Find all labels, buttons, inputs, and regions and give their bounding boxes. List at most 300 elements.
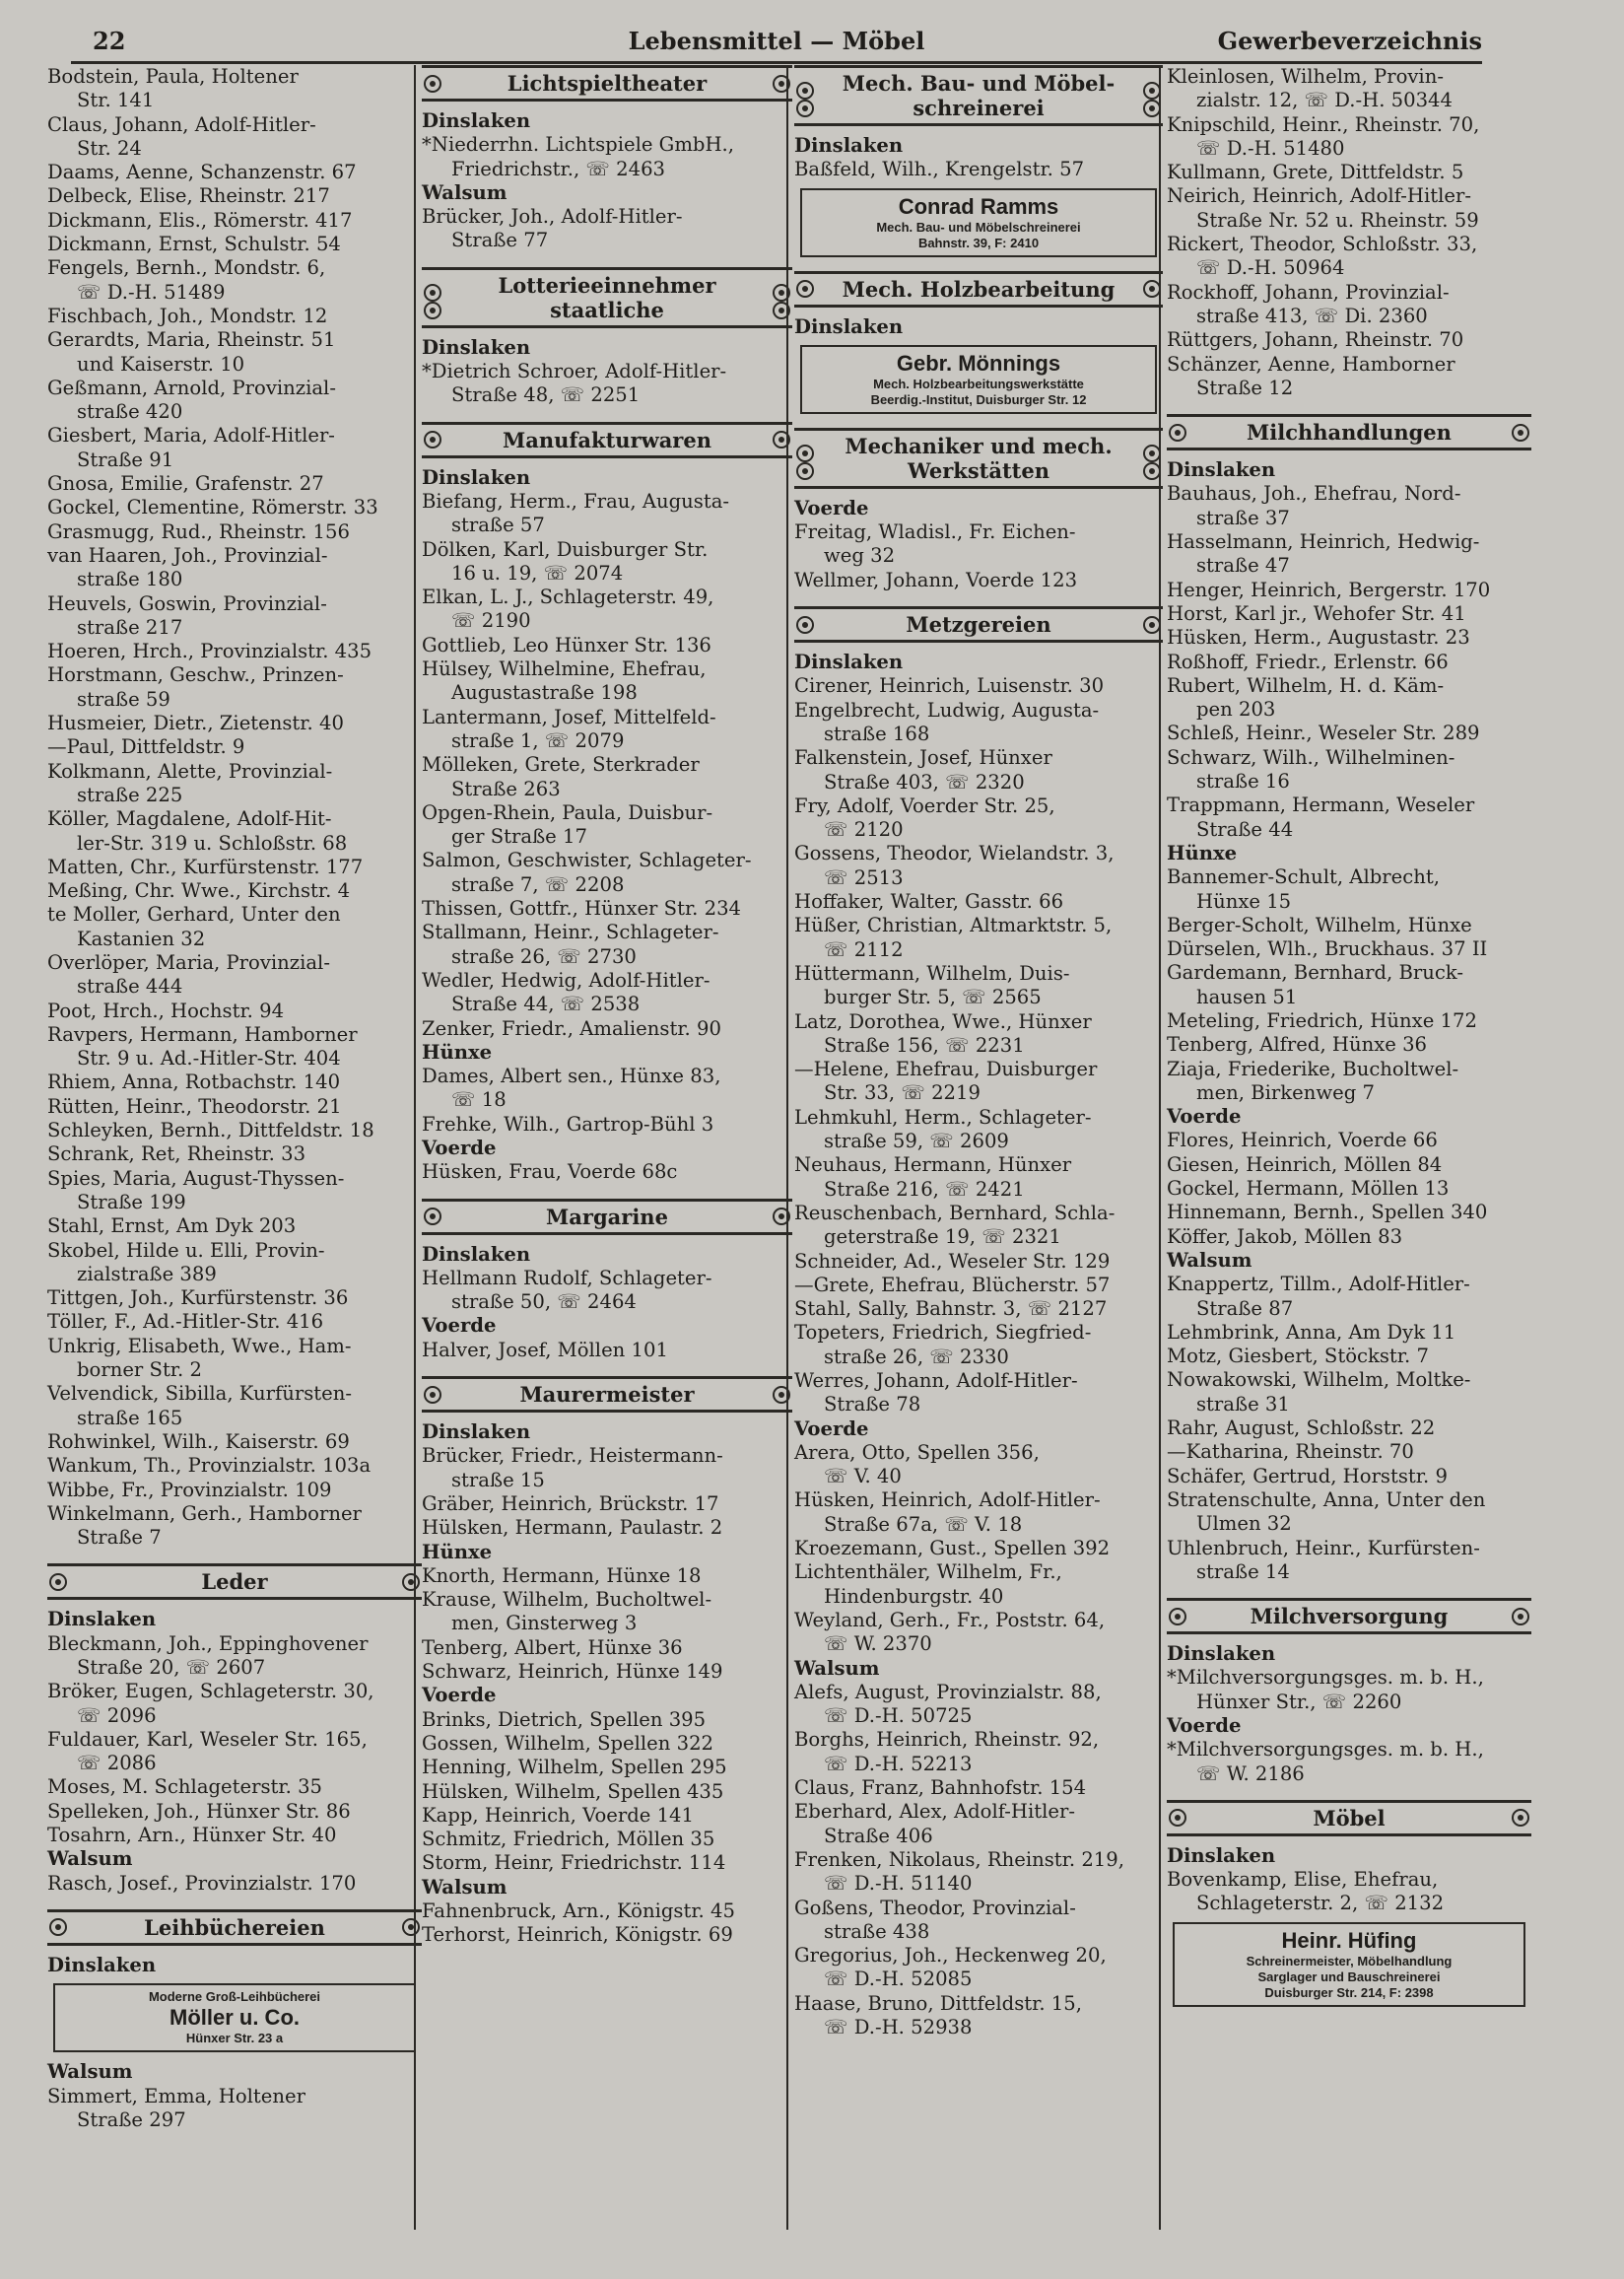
category-title: Lichtspieltheater — [507, 71, 708, 96]
entry-line: Gerardts, Maria, Rheinstr. 51 — [47, 328, 336, 352]
entry-line: —Katharina, Rheinstr. 70 — [1167, 1440, 1414, 1464]
entry-line: Tenberg, Albert, Hünxe 36 — [422, 1635, 683, 1659]
location-heading: Dinslaken — [422, 335, 531, 359]
entry-line: Haase, Bruno, Dittfeldstr. 15, — [794, 1991, 1082, 2015]
category-heading — [47, 1563, 422, 1600]
entry-line: straße 50, ☏ 2464 — [451, 1290, 637, 1314]
entry-line: Goßens, Theodor, Provinzial- — [794, 1896, 1076, 1919]
ornament-icon — [49, 1918, 67, 1936]
entry-line: Hasselmann, Heinrich, Hedwig- — [1167, 530, 1480, 554]
ornament-icon — [796, 462, 814, 480]
entry-line: Latz, Dorothea, Wwe., Hünxer — [794, 1009, 1092, 1033]
advertiser-name: Heinr. Hüfing — [1281, 1927, 1417, 1953]
entry-line: Gardemann, Bernhard, Bruck- — [1167, 961, 1463, 985]
entry-line: Ulmen 32 — [1196, 1512, 1292, 1536]
entry-line: Horstmann, Geschw., Prinzen- — [47, 663, 344, 687]
entry-line: straße 1, ☏ 2079 — [451, 728, 625, 752]
entry-line: straße 168 — [824, 722, 930, 745]
entry-line: Dürselen, Wlh., Bruckhaus. 37 II — [1167, 937, 1488, 961]
entry-line: Straße Nr. 52 u. Rheinstr. 59 — [1196, 208, 1479, 232]
entry-line: Kullmann, Grete, Dittfeldstr. 5 — [1167, 161, 1464, 184]
entry-line: Bröker, Eugen, Schlageterstr. 30, — [47, 1680, 374, 1703]
advertiser-name: Möller u. Co. — [169, 2005, 300, 2031]
entry-line: Alefs, August, Provinzialstr. 88, — [794, 1680, 1102, 1703]
entry-line: Hüßer, Christian, Altmarktstr. 5, — [794, 914, 1113, 937]
advertisement-line: Sarglager und Bauschreinerei — [1257, 1968, 1441, 1984]
entry-line: men, Ginsterweg 3 — [451, 1612, 638, 1635]
entry-line: Salmon, Geschwister, Schlageter- — [422, 849, 752, 872]
entry-line: Tosahrn, Arn., Hünxer Str. 40 — [47, 1824, 337, 1847]
entry-line: *Milchversorgungsges. m. b. H., — [1167, 1738, 1484, 1761]
entry-line: *Dietrich Schroer, Adolf-Hitler- — [422, 360, 727, 383]
advertisement-line: Mech. Bau- und Möbelschreinerei — [876, 219, 1081, 235]
entry-line: Hülsken, Wilhelm, Spellen 435 — [422, 1779, 724, 1803]
entry-line: ☏ V. 40 — [824, 1465, 902, 1488]
entry-line: Straße 156, ☏ 2231 — [824, 1033, 1025, 1057]
category-title: Lotterieeinnehmer staatliche — [498, 272, 716, 322]
entry-line: Hülsken, Hermann, Paulastr. 2 — [422, 1516, 723, 1540]
location-heading: Walsum — [422, 180, 508, 204]
location-heading: Hünxe — [422, 1040, 493, 1064]
ornament-icon — [424, 284, 441, 302]
entry-line: Augustastraße 198 — [451, 681, 638, 705]
category-title: Mech. Holzbearbeitung — [842, 276, 1116, 302]
category-heading — [794, 65, 1163, 126]
entry-line: straße 59 — [77, 687, 170, 711]
entry-line: Simmert, Emma, Holtener — [47, 2084, 305, 2107]
entry-line: Heuvels, Goswin, Provinzial- — [47, 591, 327, 615]
page-header — [71, 22, 1482, 64]
location-heading: Voerde — [794, 496, 869, 519]
entry-line: Bannemer-Schult, Albrecht, — [1167, 865, 1440, 889]
entry-line: Neirich, Heinrich, Adolf-Hitler- — [1167, 184, 1471, 208]
entry-line: ☏ D.-H. 51489 — [77, 280, 226, 304]
ornament-icon — [1512, 424, 1529, 442]
category-title: Möbel — [1313, 1805, 1386, 1830]
entry-line: burger Str. 5, ☏ 2565 — [824, 986, 1042, 1009]
entry-line: Freitag, Wladisl., Fr. Eichen- — [794, 520, 1076, 544]
advertisement-line: Hünxer Str. 23 a — [185, 2031, 284, 2046]
entry-line: Straße 12 — [1196, 376, 1294, 399]
entry-line: Hüsken, Herm., Augustastr. 23 — [1167, 626, 1470, 650]
entry-line: te Moller, Gerhard, Unter den — [47, 903, 341, 927]
entry-line: Stahl, Sally, Bahnstr. 3, ☏ 2127 — [794, 1297, 1108, 1321]
entry-line: Gregorius, Joh., Heckenweg 20, — [794, 1944, 1107, 1968]
entry-line: Straße 297 — [77, 2107, 186, 2131]
entry-line: Bodstein, Paula, Holtener — [47, 65, 299, 88]
location-heading: Dinslaken — [1167, 458, 1276, 482]
entry-line: straße 413, ☏ Di. 2360 — [1196, 304, 1428, 327]
entry-line: Werres, Johann, Adolf-Hitler- — [794, 1368, 1078, 1392]
entry-line: Terhorst, Heinrich, Königstr. 69 — [422, 1923, 733, 1947]
location-heading: Hünxe — [422, 1540, 493, 1563]
entry-line: Fengels, Bernh., Mondstr. 6, — [47, 256, 326, 280]
entry-line: Frenken, Nikolaus, Rheinstr. 219, — [794, 1847, 1124, 1871]
ornament-icon — [424, 75, 441, 93]
ornament-icon — [424, 431, 441, 449]
entry-line: Tenberg, Alfred, Hünxe 36 — [1167, 1033, 1428, 1057]
entry-line: Arera, Otto, Spellen 356, — [794, 1440, 1040, 1464]
entry-line: Winkelmann, Gerh., Hamborner — [47, 1501, 362, 1525]
entry-line: straße 444 — [77, 975, 183, 999]
entry-line: *Milchversorgungsges. m. b. H., — [1167, 1666, 1484, 1690]
entry-line: Velvendick, Sibilla, Kurfürsten- — [47, 1382, 352, 1406]
entry-line: Fischbach, Joh., Mondstr. 12 — [47, 304, 328, 327]
entry-line: Schleyken, Bernh., Dittfeldstr. 18 — [47, 1119, 374, 1142]
entry-line: ☏ D.-H. 51480 — [1196, 136, 1345, 160]
entry-line: van Haaren, Joh., Provinzial- — [47, 543, 328, 567]
entry-line: straße 37 — [1196, 506, 1290, 529]
entry-line: Stratenschulte, Anna, Unter den — [1167, 1487, 1486, 1511]
entry-line: Poot, Hrch., Hochstr. 94 — [47, 999, 285, 1022]
entry-line: Cirener, Heinrich, Luisenstr. 30 — [794, 674, 1105, 698]
entry-line: Straße 67a, ☏ V. 18 — [824, 1512, 1023, 1536]
entry-line: Grasmugg, Rud., Rheinstr. 156 — [47, 519, 350, 543]
entry-line: Straße 44, ☏ 2538 — [451, 993, 641, 1016]
entry-line: men, Birkenweg 7 — [1196, 1080, 1375, 1104]
entry-line: Baßfeld, Wilh., Krengelstr. 57 — [794, 158, 1085, 181]
category-heading — [794, 428, 1163, 489]
entry-line: straße 15 — [451, 1468, 545, 1491]
entry-line: Neuhaus, Hermann, Hünxer — [794, 1153, 1072, 1177]
entry-line: Ziaja, Friederike, Bucholtwel- — [1167, 1057, 1459, 1080]
entry-line: Wedler, Hedwig, Adolf-Hitler- — [422, 968, 710, 992]
advertisement-line: Schreinermeister, Möbelhandlung — [1246, 1953, 1453, 1968]
entry-line: ☏ 2120 — [824, 818, 904, 842]
entry-line: Bleckmann, Joh., Eppinghovener — [47, 1631, 369, 1655]
entry-line: Kastanien 32 — [77, 927, 206, 950]
location-heading: Dinslaken — [47, 1953, 157, 1976]
entry-line: Thissen, Gottfr., Hünxer Str. 234 — [422, 897, 742, 921]
ornament-icon — [424, 1208, 441, 1225]
ornament-icon — [402, 1918, 420, 1936]
entry-line: Gottlieb, Leo Hünxer Str. 136 — [422, 633, 711, 656]
category-title: Manufakturwaren — [503, 427, 711, 452]
entry-line: straße 59, ☏ 2609 — [824, 1130, 1009, 1153]
entry-line: Hüsken, Heinrich, Adolf-Hitler- — [794, 1488, 1101, 1512]
entry-line: *Niederrhn. Lichtspiele GmbH., — [422, 133, 734, 157]
category-title: Maurermeister — [519, 1382, 695, 1408]
entry-line: Husmeier, Dietr., Zietenstr. 40 — [47, 712, 344, 735]
entry-line: Kolkmann, Alette, Provinzial- — [47, 759, 333, 783]
entry-line: Spies, Maria, August-Thyssen- — [47, 1166, 345, 1190]
entry-line: Knorth, Hermann, Hünxe 18 — [422, 1563, 702, 1587]
entry-line: Straße 216, ☏ 2421 — [824, 1177, 1025, 1201]
entry-line: Straße 44 — [1196, 817, 1294, 841]
entry-line: Spelleken, Joh., Hünxer Str. 86 — [47, 1799, 351, 1823]
category-title: Margarine — [546, 1204, 668, 1229]
entry-line: Hünxer Str., ☏ 2260 — [1196, 1690, 1402, 1713]
entry-line: Gockel, Clementine, Römerstr. 33 — [47, 496, 378, 519]
location-heading: Dinslaken — [422, 465, 531, 489]
entry-line: Töller, F., Ad.-Hitler-Str. 416 — [47, 1310, 324, 1334]
category-heading — [47, 1909, 422, 1946]
entry-line: Rüttgers, Johann, Rheinstr. 70 — [1167, 328, 1464, 352]
location-heading: Dinslaken — [1167, 1843, 1276, 1867]
entry-line: Schwarz, Heinrich, Hünxe 149 — [422, 1660, 723, 1684]
entry-line: Lantermann, Josef, Mittelfeld- — [422, 705, 716, 728]
entry-line: pen 203 — [1196, 698, 1276, 722]
entry-line: ☏ D.-H. 52085 — [824, 1968, 973, 1991]
ornament-icon — [1169, 1608, 1186, 1625]
location-heading: Voerde — [1167, 1105, 1242, 1129]
category-title: Leder — [201, 1569, 268, 1595]
entry-line: Reuschenbach, Bernhard, Schla- — [794, 1201, 1116, 1224]
entry-line: Gnosa, Emilie, Grafenstr. 27 — [47, 472, 324, 496]
location-heading: Voerde — [422, 1314, 497, 1338]
category-title: Milchhandlungen — [1247, 420, 1452, 446]
entry-line: Gossen, Wilhelm, Spellen 322 — [422, 1731, 714, 1755]
advertisement-box — [1173, 1922, 1525, 2007]
entry-line: Rockhoff, Johann, Provinzial- — [1167, 280, 1450, 304]
entry-line: Borghs, Heinrich, Rheinstr. 92, — [794, 1728, 1100, 1752]
entry-line: Straße 48, ☏ 2251 — [451, 383, 641, 407]
entry-line: Rahr, August, Schloßstr. 22 — [1167, 1416, 1436, 1440]
entry-line: Hünxe 15 — [1196, 889, 1292, 913]
location-heading: Walsum — [47, 2060, 133, 2084]
entry-line: Horst, Karl jr., Wehofer Str. 41 — [1167, 601, 1466, 625]
entry-line: ler-Str. 319 u. Schloßstr. 68 — [77, 831, 348, 855]
category-title: Milchversorgung — [1250, 1604, 1449, 1629]
entry-line: Wibbe, Fr., Provinzialstr. 109 — [47, 1478, 332, 1501]
entry-line: Straße 87 — [1196, 1296, 1294, 1320]
entry-line: straße 14 — [1196, 1559, 1290, 1583]
entry-line: zialstr. 12, ☏ D.-H. 50344 — [1196, 89, 1453, 112]
entry-line: Wellmer, Johann, Voerde 123 — [794, 568, 1078, 591]
entry-line: straße 217 — [77, 615, 183, 639]
entry-line: Tittgen, Joh., Kurfürstenstr. 36 — [47, 1286, 349, 1310]
entry-line: Krause, Wilhelm, Bucholtwel- — [422, 1588, 712, 1612]
entry-line: Dickmann, Elis., Römerstr. 417 — [47, 208, 353, 232]
entry-line: Knappertz, Tillm., Adolf-Hitler- — [1167, 1273, 1470, 1296]
column-1 — [47, 65, 422, 2132]
entry-line: Biefang, Herm., Frau, Augusta- — [422, 489, 730, 513]
entry-line: Lehmkuhl, Herm., Schlageter- — [794, 1105, 1092, 1129]
entry-line: zialstraße 389 — [77, 1262, 217, 1285]
entry-line: straße 31 — [1196, 1392, 1290, 1416]
category-title: Metzgereien — [906, 612, 1051, 638]
entry-line: Hoffaker, Walter, Gasstr. 66 — [794, 890, 1064, 914]
entry-line: Schäfer, Gertrud, Horststr. 9 — [1167, 1464, 1448, 1487]
ornament-icon — [49, 1573, 67, 1591]
location-heading: Voerde — [1167, 1714, 1242, 1737]
category-heading — [1167, 1800, 1531, 1836]
entry-line: Storm, Heinr, Friedrichstr. 114 — [422, 1851, 726, 1875]
entry-line: Hinnemann, Bernh., Spellen 340 — [1167, 1201, 1488, 1224]
entry-line: Meßing, Chr. Wwe., Kirchstr. 4 — [47, 879, 351, 903]
category-heading — [794, 606, 1163, 643]
entry-line: Giesbert, Maria, Adolf-Hitler- — [47, 424, 335, 448]
entry-line: Unkrig, Elisabeth, Wwe., Ham- — [47, 1334, 352, 1357]
ornament-icon — [796, 445, 814, 462]
entry-line: Fuldauer, Karl, Weseler Str. 165, — [47, 1727, 368, 1751]
entry-line: Hoeren, Hrch., Provinzialstr. 435 — [47, 640, 372, 663]
location-heading: Dinslaken — [422, 1420, 531, 1444]
entry-line: hausen 51 — [1196, 985, 1298, 1008]
ornament-icon — [796, 280, 814, 298]
entry-line: Str. 24 — [77, 136, 142, 160]
entry-line: Gräber, Heinrich, Brückstr. 17 — [422, 1491, 719, 1515]
entry-line: straße 26, ☏ 2730 — [451, 944, 637, 968]
entry-line: Rickert, Theodor, Schloßstr. 33, — [1167, 233, 1478, 256]
entry-line: straße 225 — [77, 783, 183, 806]
entry-line: Matten, Chr., Kurfürstenstr. 177 — [47, 855, 364, 878]
entry-line: straße 180 — [77, 568, 183, 591]
entry-line: Straße 91 — [77, 448, 174, 471]
entry-line: Skobel, Hilde u. Elli, Provin- — [47, 1238, 325, 1262]
ornament-icon — [1512, 1809, 1529, 1827]
entry-line: ☏ D.-H. 52213 — [824, 1752, 973, 1775]
ornament-icon — [424, 302, 441, 319]
entry-line: ☏ D.-H. 52938 — [824, 2016, 973, 2038]
column-divider — [1159, 65, 1161, 2230]
entry-line: Elkan, L. J., Schlageterstr. 49, — [422, 586, 714, 609]
entry-line: ☏ 2086 — [77, 1752, 157, 1775]
entry-line: Stahl, Ernst, Am Dyk 203 — [47, 1214, 297, 1238]
location-heading: Dinslaken — [794, 314, 904, 338]
entry-line: ger Straße 17 — [451, 825, 587, 849]
entry-line: geterstraße 19, ☏ 2321 — [824, 1225, 1061, 1249]
entry-line: Straße 263 — [451, 777, 561, 800]
entry-line: Roßhoff, Friedr., Erlenstr. 66 — [1167, 650, 1449, 673]
entry-line: und Kaiserstr. 10 — [77, 352, 245, 376]
location-heading: Hünxe — [1167, 841, 1238, 864]
entry-line: Geßmann, Arnold, Provinzial- — [47, 376, 336, 399]
category-heading — [422, 422, 792, 458]
entry-line: Bauhaus, Joh., Ehefrau, Nord- — [1167, 482, 1461, 506]
location-heading: Dinslaken — [422, 1242, 531, 1266]
entry-line: Eberhard, Alex, Adolf-Hitler- — [794, 1800, 1075, 1824]
entry-line: Daams, Aenne, Schanzenstr. 67 — [47, 161, 357, 184]
entry-line: Kleinlosen, Wilhelm, Provin- — [1167, 65, 1444, 88]
entry-line: Frehke, Wilh., Gartrop-Bühl 3 — [422, 1112, 714, 1136]
entry-line: Uhlenbruch, Heinr., Kurfürsten- — [1167, 1536, 1480, 1559]
advertiser-name: Conrad Ramms — [898, 193, 1059, 219]
entry-line: Schlageterstr. 2, ☏ 2132 — [1196, 1892, 1445, 1915]
category-heading — [1167, 414, 1531, 450]
ornament-icon — [1169, 424, 1186, 442]
entry-line: Dölken, Karl, Duisburger Str. — [422, 537, 709, 561]
entry-line: Dickmann, Ernst, Schulstr. 54 — [47, 233, 341, 256]
entry-line: straße 57 — [451, 514, 545, 537]
entry-line: Rütten, Heinr., Theodorstr. 21 — [47, 1094, 342, 1118]
advertisement-box — [53, 1983, 416, 2052]
entry-line: ☏ W. 2370 — [824, 1632, 932, 1656]
entry-line: straße 165 — [77, 1406, 183, 1429]
location-heading: Dinslaken — [794, 134, 904, 157]
entry-line: 16 u. 19, ☏ 2074 — [451, 561, 624, 585]
entry-line: Moses, M. Schlageterstr. 35 — [47, 1775, 323, 1799]
entry-line: Meteling, Friedrich, Hünxe 172 — [1167, 1008, 1477, 1032]
entry-line: Straße 403, ☏ 2320 — [824, 770, 1025, 794]
entry-line: Rhiem, Anna, Rotbachstr. 140 — [47, 1070, 341, 1094]
entry-line: Flores, Heinrich, Voerde 66 — [1167, 1129, 1438, 1152]
page-number: 22 — [93, 27, 126, 55]
advertisement-box — [800, 345, 1157, 414]
entry-line: ☏ 2112 — [824, 937, 904, 961]
entry-line: ☏ 2190 — [451, 609, 531, 633]
entry-line: Schrank, Ret, Rheinstr. 33 — [47, 1142, 306, 1166]
entry-line: Schmitz, Friedrich, Möllen 35 — [422, 1828, 715, 1851]
entry-line: Knipschild, Heinr., Rheinstr. 70, — [1167, 112, 1480, 136]
entry-line: Berger-Scholt, Wilhelm, Hünxe — [1167, 913, 1472, 936]
location-heading: Walsum — [47, 1847, 133, 1871]
entry-line: Str. 33, ☏ 2219 — [824, 1081, 981, 1105]
entry-line: Henger, Heinrich, Bergerstr. 170 — [1167, 578, 1491, 601]
entry-line: Giesen, Heinrich, Möllen 84 — [1167, 1152, 1443, 1176]
category-title: Leihbüchereien — [144, 1914, 325, 1940]
entry-line: Hülsey, Wilhelmine, Ehefrau, — [422, 657, 707, 681]
entry-line: Schneider, Ad., Weseler Str. 129 — [794, 1249, 1111, 1273]
advertisement-line: Beerdig.-Institut, Duisburger Str. 12 — [870, 391, 1087, 407]
location-heading: Voerde — [422, 1684, 497, 1707]
entry-line: —Helene, Ehefrau, Duisburger — [794, 1058, 1098, 1081]
column-2 — [422, 65, 792, 1948]
entry-line: Opgen-Rhein, Paula, Duisbur- — [422, 800, 713, 824]
entry-line: Claus, Franz, Bahnhofstr. 154 — [794, 1776, 1087, 1800]
entry-line: Topeters, Friedrich, Siegfried- — [794, 1321, 1092, 1345]
location-heading: Dinslaken — [794, 651, 904, 674]
entry-line: Rubert, Wilhelm, H. d. Käm- — [1167, 673, 1445, 697]
entry-line: ☏ 18 — [451, 1088, 507, 1112]
entry-line: Bovenkamp, Elise, Ehefrau, — [1167, 1868, 1439, 1892]
ornament-icon — [796, 616, 814, 634]
entry-line: Kroezemann, Gust., Spellen 392 — [794, 1537, 1111, 1560]
category-heading — [422, 267, 792, 328]
entry-line: Schänzer, Aenne, Hamborner — [1167, 352, 1455, 376]
entry-line: Trappmann, Hermann, Weseler — [1167, 794, 1475, 817]
location-heading: Dinslaken — [422, 109, 531, 132]
location-heading: Dinslaken — [1167, 1642, 1276, 1666]
entry-line: Dames, Albert sen., Hünxe 83, — [422, 1065, 721, 1088]
location-heading: Walsum — [794, 1656, 880, 1680]
ornament-icon — [402, 1573, 420, 1591]
entry-line: Schleß, Heinr., Weseler Str. 289 — [1167, 722, 1480, 745]
entry-line: Straße 78 — [824, 1393, 921, 1416]
location-heading: Dinslaken — [47, 1608, 157, 1631]
entry-line: Hellmann Rudolf, Schlageter- — [422, 1266, 712, 1289]
category-heading — [422, 1376, 792, 1413]
category-title: Mech. Bau- und Möbel-schreinerei — [842, 71, 1116, 120]
entry-line: Hüsken, Frau, Voerde 68c — [422, 1160, 678, 1184]
entry-line: Schwarz, Wilh., Wilhelminen- — [1167, 745, 1455, 769]
category-heading — [794, 271, 1163, 308]
entry-line: Brücker, Friedr., Heistermann- — [422, 1444, 723, 1468]
entry-line: ☏ W. 2186 — [1196, 1761, 1305, 1785]
column-divider — [786, 65, 788, 2230]
entry-line: Motz, Giesbert, Stöckstr. 7 — [1167, 1345, 1429, 1368]
entry-line: straße 16 — [1196, 770, 1290, 794]
entry-line: Lichtenthäler, Wilhelm, Fr., — [794, 1560, 1062, 1584]
entry-line: Fry, Adolf, Voerder Str. 25, — [794, 794, 1055, 817]
entry-line: Köller, Magdalene, Adolf-Hit- — [47, 807, 332, 831]
advertisement-line: Bahnstr. 39, F: 2410 — [917, 235, 1040, 250]
advertisement-line: Moderne Groß-Leihbücherei — [148, 1989, 321, 2005]
entry-line: Str. 9 u. Ad.-Hitler-Str. 404 — [77, 1047, 341, 1070]
entry-line: Zenker, Friedr., Amalienstr. 90 — [422, 1016, 721, 1040]
entry-line: Rasch, Josef., Provinzialstr. 170 — [47, 1871, 357, 1895]
category-heading — [1167, 1598, 1531, 1634]
location-heading: Voerde — [794, 1416, 869, 1440]
entry-line: Engelbrecht, Ludwig, Augusta- — [794, 698, 1100, 722]
entry-line: Str. 141 — [77, 89, 155, 112]
entry-line: Halver, Josef, Möllen 101 — [422, 1338, 668, 1361]
entry-line: ☏ 2513 — [824, 865, 904, 889]
entry-line: Gockel, Hermann, Möllen 13 — [1167, 1177, 1450, 1201]
category-heading — [422, 1199, 792, 1235]
entry-line: weg 32 — [824, 544, 896, 568]
ornament-icon — [1169, 1809, 1186, 1827]
